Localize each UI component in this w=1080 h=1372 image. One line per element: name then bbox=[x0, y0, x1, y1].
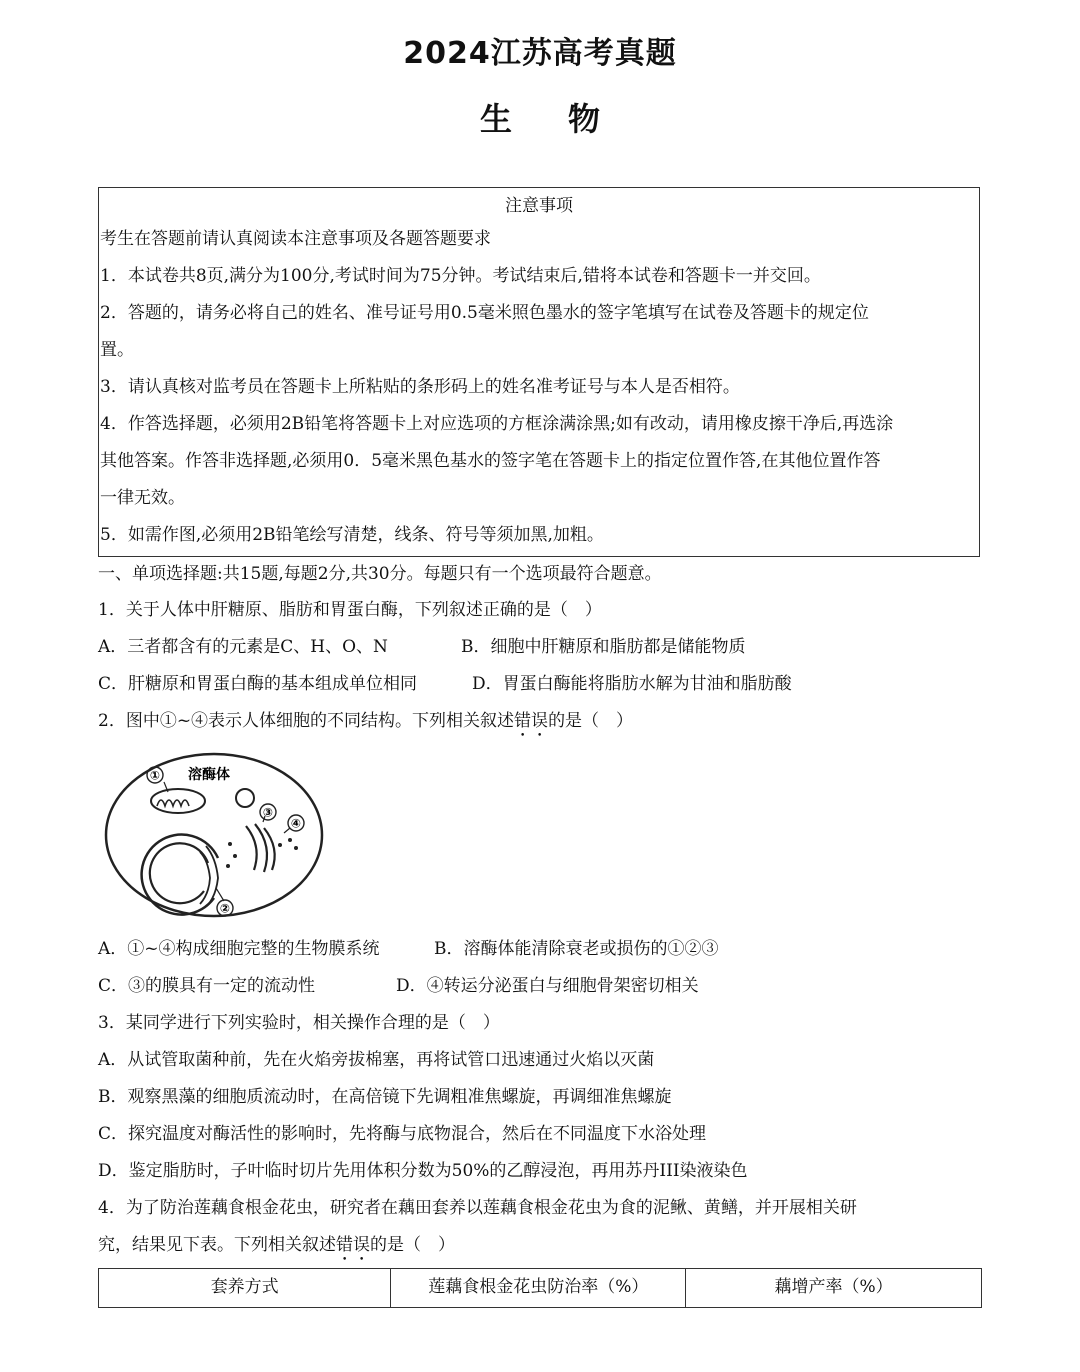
q2-stem-before: 2．图中①~④表示人体细胞的不同结构。下列相关叙述 bbox=[98, 711, 515, 731]
section-heading: 一、单项选择题:共15题,每题2分,共30分。每题只有一个选项最符合题意。 bbox=[98, 564, 662, 584]
q2-option-a: A．①~④构成细胞完整的生物膜系统 bbox=[98, 939, 380, 959]
leader-line-2 bbox=[216, 888, 224, 901]
q2-option-c: C．③的膜具有一定的流动性 bbox=[98, 976, 316, 996]
q2-stem-emphasis: 错误 bbox=[514, 711, 549, 731]
question-1-stem: 1．关于人体中肝糖原、脂肪和胃蛋白酶，下列叙述正确的是（ ） bbox=[98, 600, 602, 620]
exam-title: 2024江苏高考真题 bbox=[403, 36, 677, 71]
er-fold-1 bbox=[200, 852, 210, 904]
notice-line: 1．本试卷共8页,满分为100分,考试时间为75分钟。考试结束后,错将本试卷和答题卡一并交回。 bbox=[100, 266, 821, 286]
q1-option-d: D．胃蛋白酶能将脂肪水解为甘油和脂肪酸 bbox=[472, 674, 792, 694]
table-header-cell: 藕增产率（%） bbox=[686, 1269, 982, 1308]
label-4: ④ bbox=[290, 816, 302, 831]
notice-line: 置。 bbox=[100, 340, 134, 360]
q1-option-a: A．三者都含有的元素是C、H、O、N bbox=[98, 637, 388, 657]
vesicle bbox=[288, 838, 292, 842]
notice-heading: 注意事项 bbox=[505, 196, 573, 216]
notice-line: 一律无效。 bbox=[100, 488, 185, 508]
notice-line: 考生在答题前请认真阅读本注意事项及各题答题要求 bbox=[100, 229, 491, 249]
notice-line: 5．如需作图,必须用2B铅笔绘写清楚，线条、符号等须加黑,加粗。 bbox=[100, 525, 604, 545]
table-header-cell: 莲藕食根金花虫防治率（%） bbox=[391, 1269, 686, 1308]
q1-option-b: B．细胞中肝糖原和脂肪都是储能物质 bbox=[461, 637, 746, 657]
q4-stem-after: 的是（ ） bbox=[370, 1235, 455, 1255]
vesicle bbox=[294, 846, 298, 850]
question-4-stem-line2 bbox=[98, 1233, 455, 1265]
notice-line: 2．答题的，请务必将自己的姓名、准号证号用0.5毫米照色墨水的签字笔填写在试卷及答题卡的规定位 bbox=[100, 303, 869, 323]
results-table bbox=[98, 1268, 982, 1308]
vesicle bbox=[278, 843, 282, 847]
label-2: ② bbox=[219, 901, 231, 916]
notice-line: 4．作答选择题，必须用2B铅笔将答题卡上对应选项的方框涂满涂黑;如有改动，请用橡皮擦干净后,再选涂 bbox=[100, 414, 894, 434]
mitochondrion-cristae bbox=[157, 800, 189, 806]
question-2-stem bbox=[98, 709, 633, 741]
leader-line-4 bbox=[284, 828, 290, 833]
vesicle bbox=[233, 854, 237, 858]
vesicle bbox=[226, 864, 230, 868]
q2-option-b: B．溶酶体能清除衰老或损伤的①②③ bbox=[434, 939, 719, 959]
q2-option-d: D．④转运分泌蛋白与细胞骨架密切相关 bbox=[396, 976, 699, 996]
q4-stem-before: 究，结果见下表。下列相关叙述 bbox=[98, 1235, 336, 1255]
q2-stem-after: 的是（ ） bbox=[548, 711, 634, 731]
q1-option-c: C．肝糖原和胃蛋白酶的基本组成单位相同 bbox=[98, 674, 418, 694]
question-4-stem-line1: 4．为了防治莲藕食根金花虫，研究者在藕田套养以莲藕食根金花虫为食的泥鳅、黄鳝，并开展相关研 bbox=[98, 1198, 857, 1218]
cell-diagram bbox=[102, 748, 327, 923]
notice-line: 其他答案。作答非选择题,必须用0．5毫米黑色基水的签字笔在答题卡上的指定位置作答,在其他位置作答 bbox=[100, 451, 881, 471]
golgi-cisterna-1 bbox=[246, 826, 257, 870]
notice-line: 3．请认真核对监考员在答题卡上所粘贴的条形码上的姓名准考证号与本人是否相符。 bbox=[100, 377, 740, 397]
exam-subject: 生物 bbox=[479, 100, 656, 138]
q3-option-a: A．从试管取菌种前，先在火焰旁拔棉塞，再将试管口迅速通过火焰以灭菌 bbox=[98, 1050, 655, 1070]
q3-option-d: D．鉴定脂肪时，子叶临时切片先用体积分数为50%的乙醇浸泡，再用苏丹III染液染色 bbox=[98, 1161, 748, 1181]
q3-option-c: C．探究温度对酶活性的影响时，先将酶与底物混合，然后在不同温度下水浴处理 bbox=[98, 1124, 707, 1144]
er-inner bbox=[150, 843, 208, 903]
label-lysosome: 溶酶体 bbox=[188, 767, 230, 783]
notice-box bbox=[98, 187, 980, 557]
table-header-row bbox=[99, 1269, 982, 1308]
lysosome-shape bbox=[236, 789, 254, 807]
q4-stem-emphasis: 错误 bbox=[336, 1235, 370, 1255]
table-header-cell: 套养方式 bbox=[99, 1269, 391, 1308]
question-3-stem: 3．某同学进行下列实验时，相关操作合理的是（ ） bbox=[98, 1013, 500, 1033]
vesicle bbox=[228, 842, 232, 846]
label-3: ③ bbox=[262, 805, 274, 820]
q3-option-b: B．观察黑藻的细胞质流动时，在高倍镜下先调粗准焦螺旋，再调细准焦螺旋 bbox=[98, 1087, 672, 1107]
label-1: ① bbox=[149, 768, 161, 783]
